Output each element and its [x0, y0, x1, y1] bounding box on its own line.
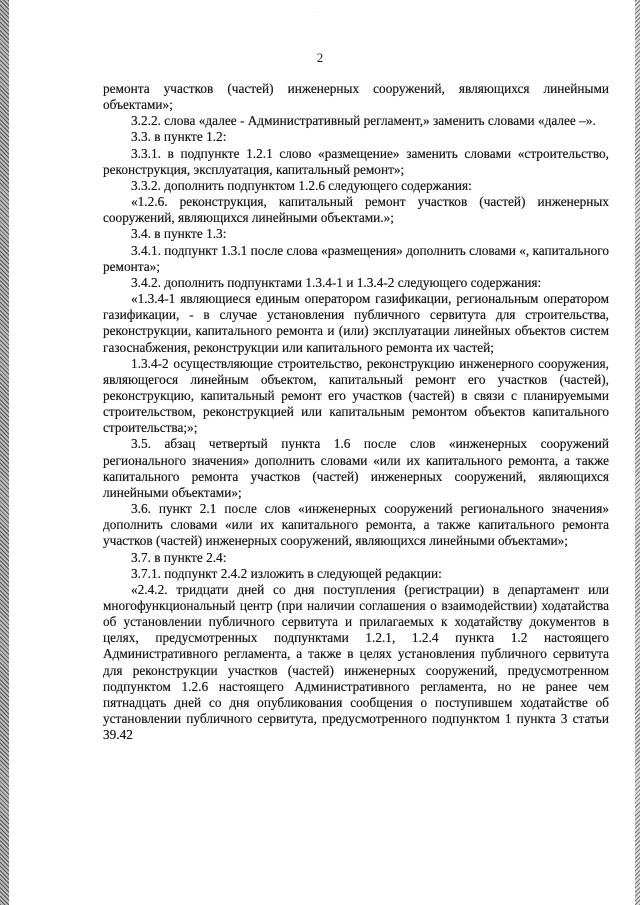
paragraph: 3.6. пункт 2.1 после слов «инженерных сооружений регионального значения» дополнить словами «или их капитального ремонта, а также капитального ремонта участков (частей) инженерных сооружений, являющихся линейными объектами»;	[103, 501, 609, 549]
scan-edge-left	[0, 0, 9, 905]
paragraph: «1.3.4-1 являющиеся единым оператором газификации, региональным оператором газификации, - в случае установления публичного сервитута для строительства, реконструкции, капитального ремонта и (или) эксплуатации линейных объектов систем газоснабжения, реконструкции или капитального ремонта их частей;	[103, 291, 609, 355]
scan-edge-right	[635, 0, 640, 905]
paragraph: 3.3. в пункте 1.2:	[131, 129, 227, 145]
paragraph: 3.7. в пункте 2.4:	[131, 549, 227, 565]
document-body	[103, 81, 609, 743]
paragraph: 3.4.1. подпункт 1.3.1 после слова «размещения» дополнить словами «, капитального ремонта»;	[103, 242, 609, 274]
paragraph: 3.3.1. в подпункте 1.2.1 слово «размещение» заменить словами «строительство, реконструкция, эксплуатация, капитальный ремонт»;	[103, 145, 609, 177]
paragraph: «2.4.2. тридцати дней со дня поступления (регистрации) в департамент или многофункциональный центр (при наличии соглашения о взаимодействии) ходатайства об установлении публичного сервитута и прилагаемых к ходатайству документов в целях, предусмотренных подпунктами 1.2.1, 1.2.4 пункта 1.2 настоящего Административного регламента, а также в целях установления публичного сервитута для реконструкции участков (частей) инженерных сооружений, предусмотренном подпунктом 1.2.6 настоящего Административного регламента, но не ранее чем пятнадцать дней со дня опубликования сообщения о поступившем ходатайстве об установлении публичного сервитута, предусмотренного подпунктом 1 пункта 3 статьи 39.42	[103, 581, 609, 743]
paragraph: 3.3.2. дополнить подпунктом 1.2.6 следующего содержания:	[131, 177, 472, 193]
faint-header-mark: · · · · ·	[307, 10, 333, 16]
page-number: 2	[316, 50, 324, 65]
paragraph: 3.4.2. дополнить подпунктами 1.3.4-1 и 1.3.4-2 следующего содержания:	[131, 274, 542, 290]
paragraph: 1.3.4-2 осуществляющие строительство, реконструкцию инженерного сооружения, являющегося линейным объектом, капитальный ремонт его участков (частей), реконструкцию, капитальный ремонт его участков (частей) в связи с планируемыми строительством, реконструкцией или капитальным ремонтом объектов капитального строительства;»;	[103, 355, 609, 436]
paragraph: 3.2.2. слова «далее - Административный регламент,» заменить словами «далее –».	[131, 113, 596, 129]
paragraph: «1.2.6. реконструкция, капитальный ремонт участков (частей) инженерных сооружений, являющихся линейными объектами.»;	[103, 194, 609, 226]
paragraph: 3.5. абзац четвертый пункта 1.6 после слов «инженерных сооружений регионального значения» дополнить словами «или их капитального ремонта, а также капитального ремонта участков (частей) инженерных сооружений, являющихся линейными объектами»;	[103, 436, 609, 500]
paragraph: 3.4. в пункте 1.3:	[131, 226, 227, 242]
paragraph: 3.7.1. подпункт 2.4.2 изложить в следующей редакции:	[131, 565, 442, 581]
paragraph: ремонта участков (частей) инженерных сооружений, являющихся линейными объектами»;	[103, 81, 609, 113]
